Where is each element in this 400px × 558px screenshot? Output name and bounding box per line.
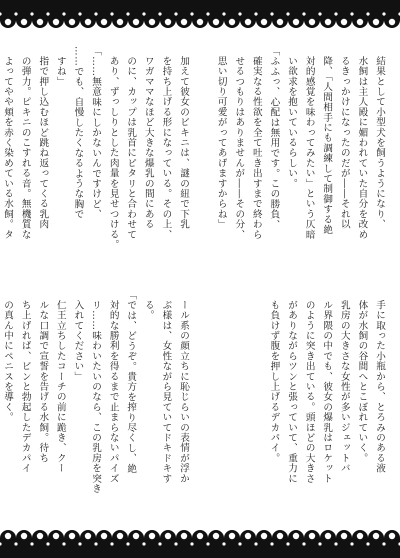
- text-line: のように突き出ている。頭ほどの大きさ: [303, 299, 315, 484]
- text-line: よってやや頬を赤く染めている水飼。タ: [2, 55, 14, 240]
- text-line: も負けず腹を押し上げるデカパイ。: [268, 299, 280, 463]
- lace-border-bottom: [0, 524, 400, 558]
- text-line: のに、カップは乳首にピタリと合わせて: [125, 55, 137, 240]
- text-line: ール系の顔立ちに恥じらいの表情が浮か: [178, 299, 189, 484]
- text-line: 「ふふっ、心配は無用です。この勝負、: [268, 46, 280, 230]
- text-line: 対的な勝利を得るまで止まらないパイズ: [107, 299, 119, 484]
- text-column-right-upper: [208, 46, 388, 260]
- text-line: ……でも、自慢したくなるような胸で: [72, 46, 84, 220]
- text-line: を持ち上げる形になっている。その上、: [160, 55, 172, 240]
- lace-border-top: [0, 0, 400, 34]
- text-line: 手に取った小瓶から、とろみのある液: [374, 299, 385, 473]
- text-line: あり、ずっしりとした肉量を見せつける。: [107, 55, 119, 250]
- text-line: 降、「人間相手にも調練して制御する絶: [321, 55, 333, 235]
- text-line: 水飼は主人殿に媚われていた自分を改め: [356, 55, 368, 240]
- text-line: 思い切り可愛がってあげますからね」: [215, 55, 227, 229]
- text-line: 指で押し込むほど跳ね返ってくる乳肉: [37, 55, 49, 229]
- text-line: ぶ様は、女性ながら見ていてドキドキす: [160, 299, 172, 484]
- text-line: せるつもりはありませんが――その分、: [233, 55, 245, 240]
- text-line: の弾力。ピキニのこすれる音。無機質な: [19, 55, 31, 240]
- text-line: ルな口調で宣誓を告げる水飼。待ち: [37, 299, 49, 463]
- text-line: ル界隈の中でも、彼女の爆乳はロケット: [321, 299, 333, 484]
- text-line: リ……味わいたいのなら、この乳房を突き: [90, 299, 102, 494]
- text-line: 「……無意味にしかないんですけど、: [90, 46, 102, 220]
- text-line: 乳房の大きさな女性が多いジェットバ: [338, 299, 350, 473]
- text-column-right-lower: [208, 290, 388, 508]
- text-column-left-upper: [2, 46, 192, 260]
- text-line: ワガママなほど大きな爆乳の間にある: [142, 55, 154, 229]
- text-line: 確実なる性欲を全て吐き出すまで終わら: [250, 55, 262, 240]
- text-line: 対的感覚を味わってみたい」という仄暗: [303, 55, 315, 240]
- text-line: 体が水飼の谷間へとこぼれていく。: [356, 299, 368, 463]
- text-line: る。: [142, 299, 154, 320]
- text-line: 結果として小型犬を飼うようになり、: [374, 55, 385, 229]
- text-line: がありながらツンと張っていて、重力に: [286, 299, 298, 484]
- text-column-left-lower: [2, 290, 192, 508]
- text-line: 「では、どうぞ。貴方を搾り尽くし、絶: [125, 290, 137, 474]
- text-line: 入れてください」: [72, 299, 84, 382]
- text-line: ち上げれば、ビンと勃起したデカパイ: [19, 299, 31, 473]
- text-line: 仁王立ちしたコーチの前に跪き、クー: [54, 299, 66, 473]
- text-line: るきっかけになったのだが――それ以: [338, 55, 350, 229]
- text-line: い欲求を抱いているらしい。: [286, 55, 298, 189]
- text-line: すね」: [54, 55, 66, 87]
- text-line: の真ん中にペニスを導く。: [2, 299, 14, 422]
- text-line: 加えて彼女のビキニは、謎の紐で下乳: [178, 55, 189, 229]
